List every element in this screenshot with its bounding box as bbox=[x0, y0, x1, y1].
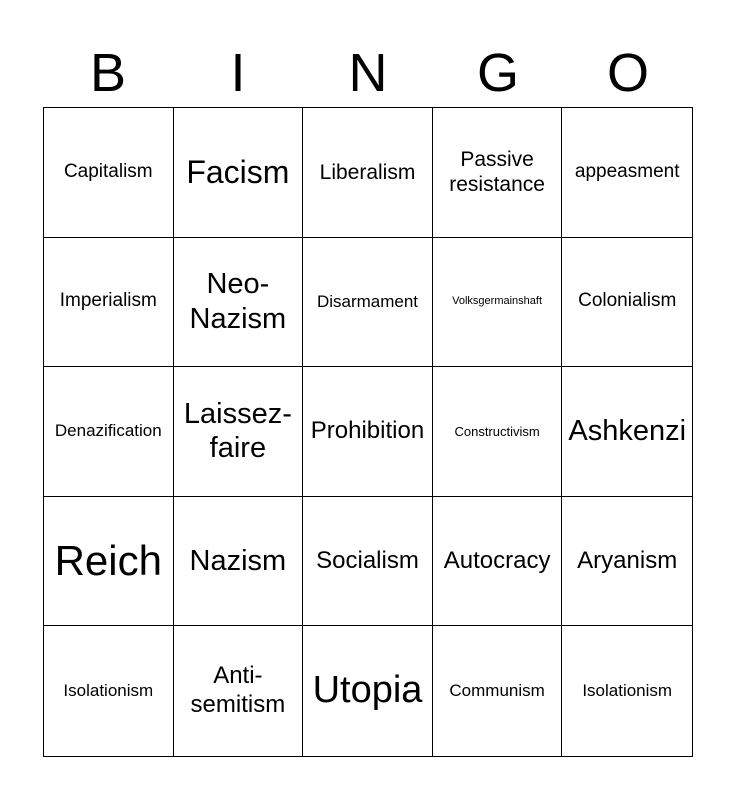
bingo-cell[interactable]: Ashkenzi bbox=[562, 367, 692, 497]
bingo-cell[interactable]: Socialism bbox=[303, 497, 433, 627]
bingo-cell[interactable]: Passive resistance bbox=[433, 108, 563, 238]
bingo-cell[interactable]: Anti-semitism bbox=[174, 626, 304, 756]
bingo-cell[interactable]: Facism bbox=[174, 108, 304, 238]
bingo-cell[interactable]: appeasment bbox=[562, 108, 692, 238]
bingo-cell[interactable]: Utopia bbox=[303, 626, 433, 756]
header-letter-o: O bbox=[606, 43, 649, 103]
bingo-cell[interactable]: Aryanism bbox=[562, 497, 692, 627]
bingo-cell[interactable]: Colonialism bbox=[562, 238, 692, 368]
bingo-cell[interactable]: Communism bbox=[433, 626, 563, 756]
bingo-cell[interactable]: Imperialism bbox=[44, 238, 174, 368]
bingo-grid bbox=[43, 107, 693, 757]
bingo-cell[interactable]: Constructivism bbox=[433, 367, 563, 497]
bingo-cell[interactable]: Isolationism bbox=[44, 626, 174, 756]
bingo-cell[interactable]: Isolationism bbox=[582, 681, 673, 700]
bingo-cell[interactable]: Neo-Nazism bbox=[174, 238, 304, 368]
bingo-cell[interactable]: Volksgermainshaft bbox=[433, 238, 563, 368]
bingo-cell[interactable]: Autocracy bbox=[433, 497, 563, 627]
bingo-cell[interactable]: Reich bbox=[44, 497, 174, 627]
bingo-cell[interactable]: Capitalism bbox=[44, 108, 174, 238]
header-letter-g: G bbox=[476, 43, 519, 103]
header-letter-n: N bbox=[348, 43, 388, 103]
bingo-cell[interactable]: Liberalism bbox=[303, 108, 433, 238]
header-letter-b: B bbox=[89, 43, 127, 103]
bingo-cell[interactable]: Denazification bbox=[44, 367, 174, 497]
bingo-cell[interactable]: Prohibition bbox=[303, 367, 433, 497]
bingo-cell[interactable]: Nazism bbox=[174, 497, 304, 627]
bingo-cell[interactable]: Laissez-faire bbox=[174, 367, 304, 497]
header-letter-i: I bbox=[230, 43, 246, 103]
bingo-header bbox=[43, 40, 693, 106]
bingo-cell[interactable]: Disarmament bbox=[303, 238, 433, 368]
